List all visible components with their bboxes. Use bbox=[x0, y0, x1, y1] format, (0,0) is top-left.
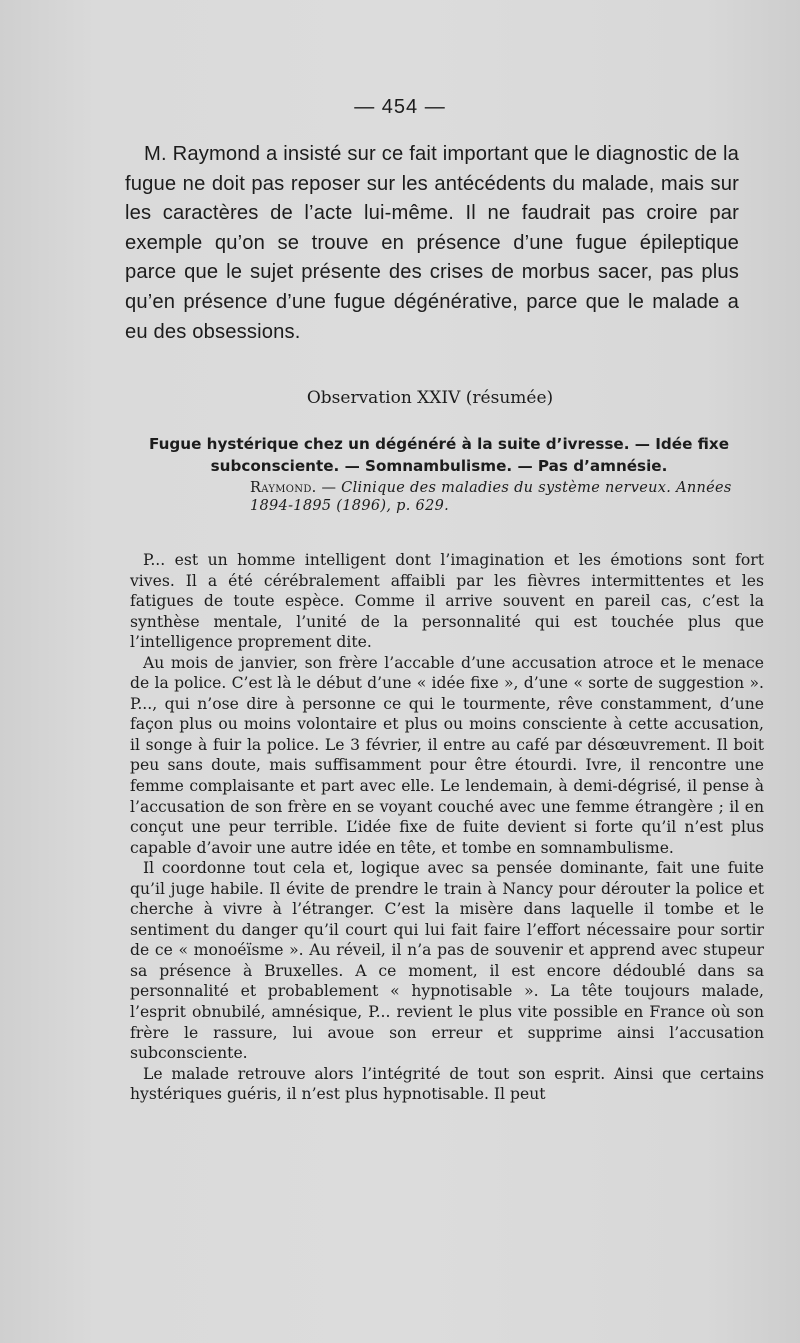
observation-subtitle: Fugue hystérique chez un dégénéré à la suite d’ivresse. — Idée fixe subconsciente. — Somnambulisme. — Pas d’amnésie. bbox=[148, 435, 730, 475]
reference-work: Clinique des maladies du système nerveux. bbox=[341, 480, 672, 496]
reference-author: Raymond bbox=[250, 480, 312, 496]
page-number: — 454 — bbox=[354, 96, 446, 118]
body-paragraph: Il coordonne tout cela et, logique avec sa pensée dominante, fait une fuite qu’il juge habile. Il évite de prendre le train à Nancy pour dérouter la police et cherche à vivre à l’étranger. C’est la misère dans laquelle il tombe et le sentiment du danger qu’il court qui lui fait faire l’effort nécessaire pour sortir de ce « monoéïsme ». Au réveil, il n’a pas de souvenir et apprend avec stupeur sa présence à Bruxelles. A ce moment, il est encore dédoublé dans sa personnalité et probablement « hypnotisable ». La tête toujours malade, l’esprit obnubilé, amnésique, P... revient le plus vite possible en France où son frère le rassure, lui avoue son erreur et supprime ainsi l’accusation subconsciente. bbox=[130, 859, 764, 1063]
reference-separator: . — bbox=[311, 480, 342, 496]
reference-details: Années 1894-1895 (1896), p. 629. bbox=[250, 480, 732, 514]
body-paragraph: Le malade retrouve alors l’intégrité de tout son esprit. Ainsi que certains hystériques guéris, il n’est plus hypnotisable. Il peut bbox=[130, 1064, 764, 1104]
body-paragraph: Au mois de janvier, son frère l’accable d’une accusation atroce et le menace de la police. C’est là le début d’une « idée fixe », d’une « sorte de suggestion ». P..., qui n’ose dire à personne ce qui le tourmente, rêve constamment, d’une façon plus ou moins volontaire et plus ou moins consciente à cette accusation, il songe à fuir la police. Le 3 février, il entre au café par désœuvrement. Il boit peu sans doute, mais suffisamment pour être étourdi. Ivre, il rencontre une femme complaisante et part avec elle. Le lendemain, à demi-dégrisé, il pense à l’accusation de son frère en se voyant couché avec une femme étrangère ; il en conçut une peur terrible. L’idée fixe de fuite devient si forte qu’il n’est plus capable d’avoir une autre idée en tête, et tombe en somnambulisme. bbox=[130, 653, 764, 857]
bibliographic-reference bbox=[250, 480, 760, 515]
observation-body bbox=[130, 550, 764, 1105]
body-paragraph: P... est un homme intelligent dont l’imagination et les émotions sont fort vives. Il a été cérébralement affaibli par les fièvres intermittentes et les fatigues de toute espèce. Comme il arrive souvent en pareil cas, c’est la synthèse mentale, l’unité de la personnalité qui est touchée plus que l’intelligence proprement dite. bbox=[130, 551, 764, 652]
intro-paragraph: M. Raymond a insisté sur ce fait important que le diagnostic de la fugue ne doit pas reposer sur les antécédents du malade, mais sur les caractères de l’acte lui-même. Il ne faudrait pas croire par exemple qu’on se trouve en présence d’une fugue épileptique parce que le sujet présente des crises de morbus sacer, pas plus qu’en présence d’une fugue dégénérative, parce que le malade a eu des obsessions. bbox=[125, 143, 739, 343]
observation-title: Observation XXIV (résumée) bbox=[306, 388, 554, 408]
